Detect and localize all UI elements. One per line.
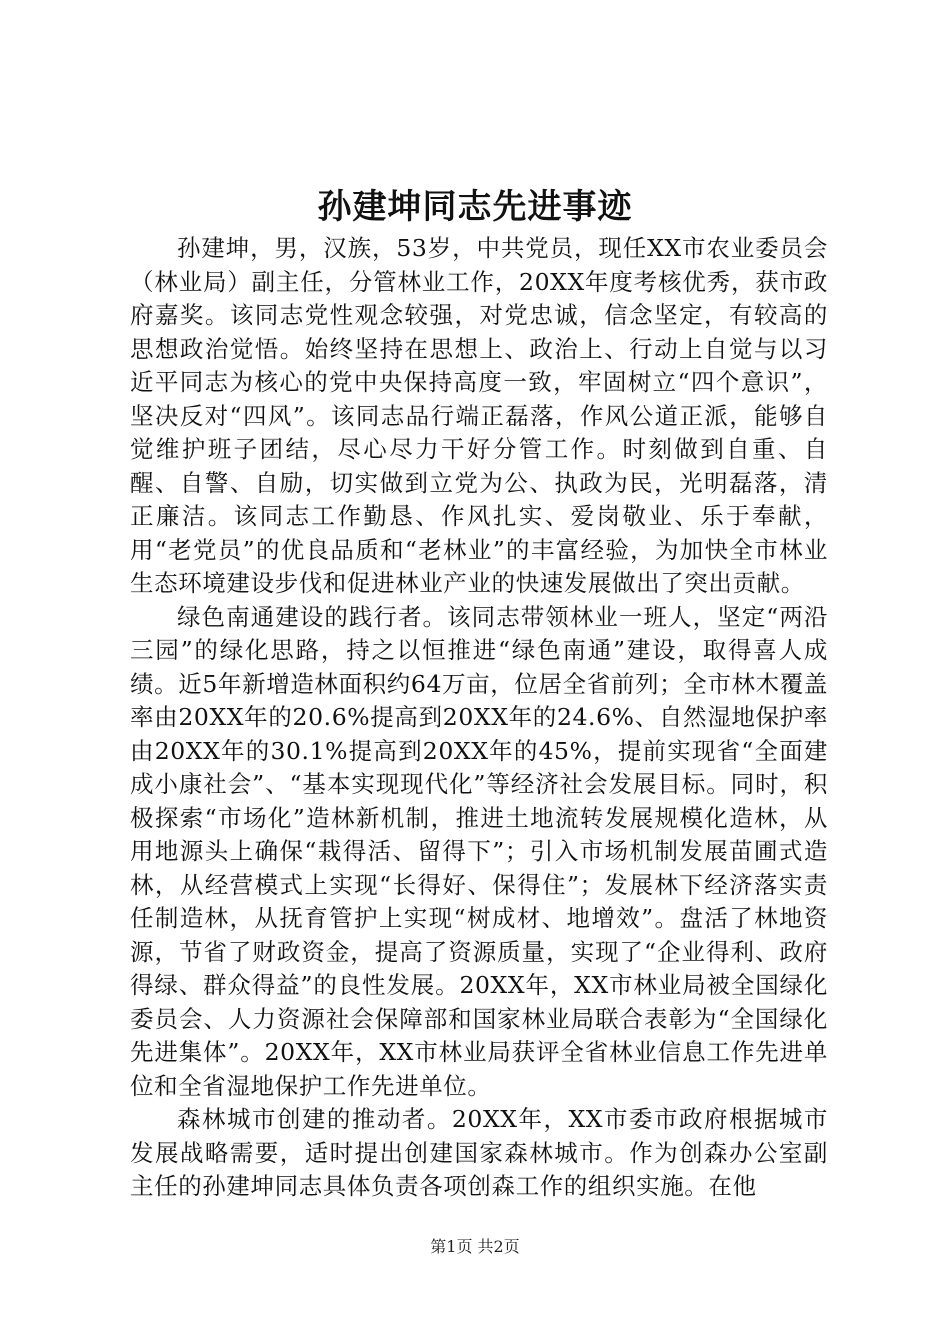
paragraph-intro: 孙建坤，男，汉族，53岁，中共党员，现任XX市农业委员会（林业局）副主任，分管林业工作，20XX年度考核优秀，获市政府嘉奖。该同志党性观念较强，对党忠诚，信念坚定，有较高的思想政治觉悟。始终坚持在思想上、政治上、行动上自觉与以习近平同志为核心的党中央保持高度一致，牢固树立“四个意识”，坚决反对“四风”。该同志品行端正磊落，作风公道正派，能够自觉维护班子团结，尽心尽力干好分管工作。时刻做到自重、自醒、自警、自励，切实做到立党为公、执政为民，光明磊落，清正廉洁。该同志工作勤恳、作风扎实、爱岗敬业、乐于奉献，用“老党员”的优良品质和“老林业”的丰富经验，为加快全市林业生态环境建设步伐和促进林业产业的快速发展做出了突出贡献。 (130, 234, 828, 597)
page-footer: 第1页 共2页 (430, 1237, 520, 1256)
document-title: 孙建坤同志先进事迹 (317, 187, 633, 227)
paragraph-green-nantong: 绿色南通建设的践行者。该同志带领林业一班人，坚定“两沿三园”的绿化思路，持之以恒推进“绿色南通”建设，取得喜人成绩。近5年新增造林面积约64万亩，位居全省前列；全市林木覆盖率由20XX年的20.6%提高到20XX年的24.6%、自然湿地保护率由20XX年的30.1%提高到20XX年的45%，提前实现省“全面建成小康社会”、“基本实现现代化”等经济社会发展目标。同时，积极探索“市场化”造林新机制，推进土地流转发展规模化造林，从用地源头上确保“栽得活、留得下”；引入市场机制发展苗圃式造林，从经营模式上实现“长得好、保得住”；发展林下经济落实责任制造林，从抚育管护上实现“树成材、地增效”。盘活了林地资源，节省了财政资金，提高了资源质量，实现了“企业得利、政府得绿、群众得益”的良性发展。20XX年，XX市林业局被全国绿化委员会、人力资源社会保障部和国家林业局联合表彰为“全国绿化先进集体”。20XX年，XX市林业局获评全省林业信息工作先进单位和全省湿地保护工作先进单位。 (130, 602, 828, 1100)
document-body (130, 232, 828, 1204)
paragraph-forest-city: 森林城市创建的推动者。20XX年，XX市委市政府根据城市发展战略需要，适时提出创建国家森林城市。作为创森办公室副主任的孙建坤同志具体负责各项创森工作的组织实施。在他 (130, 1105, 828, 1200)
